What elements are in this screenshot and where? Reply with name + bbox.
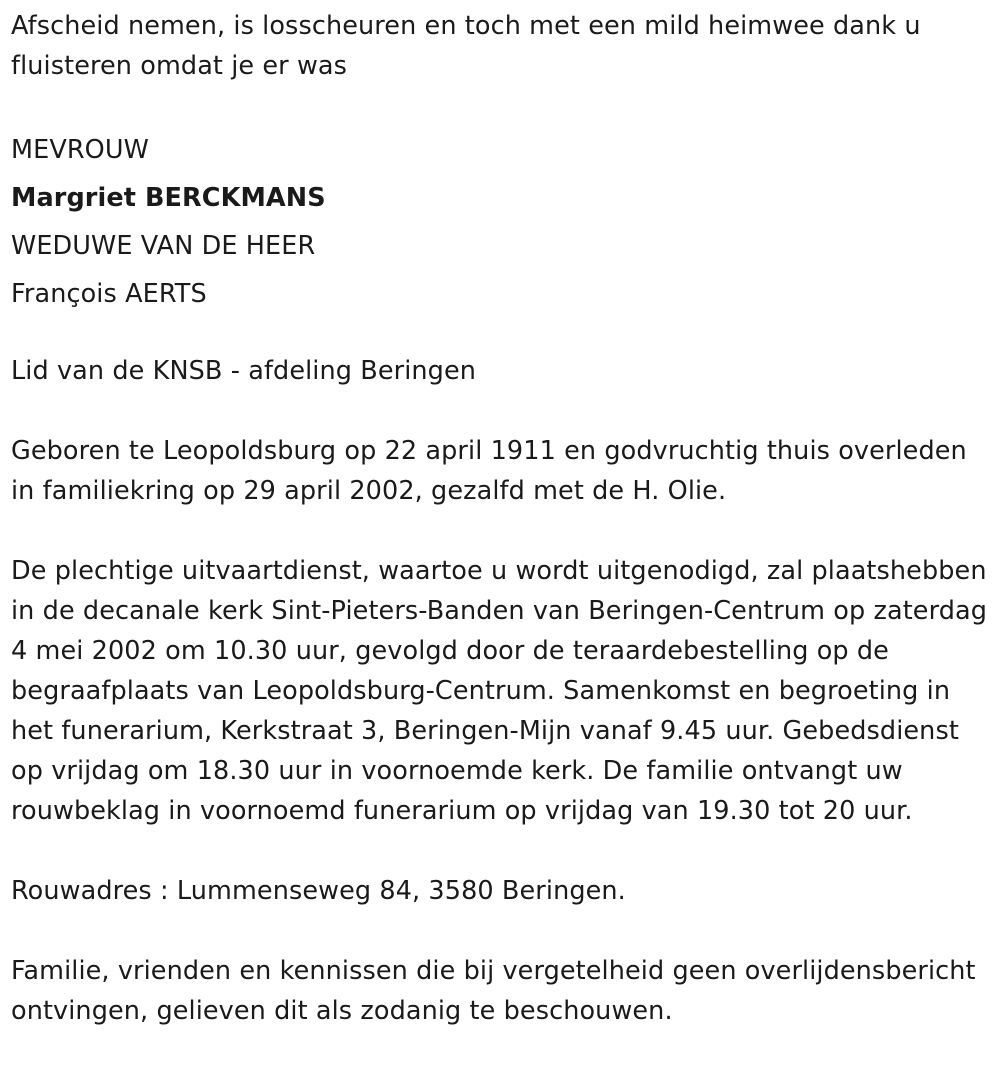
widow-status: WEDUWE VAN DE HEER	[11, 231, 316, 261]
funeral-text: De plechtige uitvaartdienst, waartoe u wordt uitgenodigd, zal plaatshebben in de decanale kerk Sint-Pieters-Banden van Beringen-Centrum op zaterdag 4 mei 2002 om 10.30 uur, gevolgd door de teraardebestelling op de begraafplaats van Leopoldsburg-Centrum. Samenkomst en begroeting in het funerarium, Kerkstraat 3, Beringen-Mijn vanaf 9.45 uur. Gebedsdienst op vrijdag om 18.30 uur in voornoemde kerk. De familie ontvangt uw rouwbeklag in voornoemd funerarium op vrijdag van 19.30 tot 20 uur.	[11, 556, 988, 826]
spouse-name: François AERTS	[11, 279, 207, 309]
obituary-notice	[11, 6, 993, 1031]
membership-text: Lid van de KNSB - afdeling Beringen	[11, 356, 476, 386]
honorific: MEVROUW	[11, 135, 149, 165]
deceased-block	[11, 126, 993, 318]
motto-text: Afscheid nemen, is losscheuren en toch met een mild heimwee dank u fluisteren omdat je er was	[11, 11, 921, 81]
address-text: Rouwadres : Lummenseweg 84, 3580 Beringen.	[11, 876, 626, 906]
closing-text: Familie, vrienden en kennissen die bij vergetelheid geen overlijdensbericht ontvingen, gelieven dit als zodanig te beschouwen.	[11, 956, 976, 1026]
birth-death-text: Geboren te Leopoldsburg op 22 april 1911 en godvruchtig thuis overleden in familiekring op 29 april 2002, gezalfd met de H. Olie.	[11, 436, 967, 506]
deceased-name: Margriet BERCKMANS	[11, 183, 326, 213]
